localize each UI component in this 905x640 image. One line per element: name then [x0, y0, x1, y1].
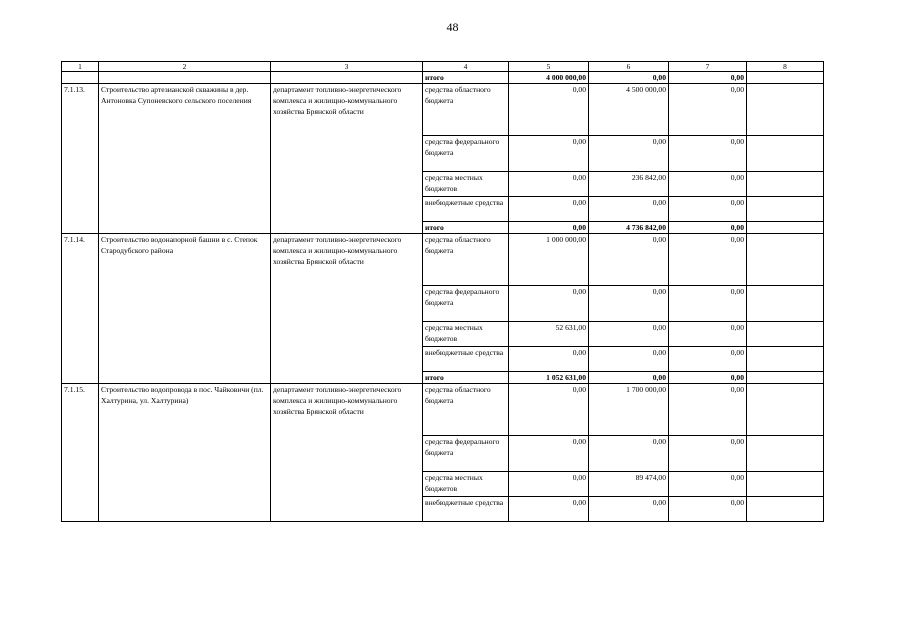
amount-cell: 0,00 — [509, 286, 589, 322]
funding-source: внебюджетные средства — [423, 497, 509, 522]
amount-cell: 0,00 — [509, 472, 589, 497]
amount-cell: 0,00 — [509, 84, 589, 136]
header-cell: 5 — [509, 62, 589, 72]
amount-cell: 4 736 842,00 — [589, 222, 669, 234]
amount-cell — [747, 222, 824, 234]
empty-cell — [271, 72, 423, 84]
amount-cell: 0,00 — [589, 234, 669, 286]
amount-cell: 0,00 — [509, 436, 589, 472]
header-cell: 8 — [747, 62, 824, 72]
amount-cell: 0,00 — [669, 472, 747, 497]
amount-cell: 89 474,00 — [589, 472, 669, 497]
funding-source: внебюджетные средства — [423, 347, 509, 372]
amount-cell: 0,00 — [669, 234, 747, 286]
amount-cell: 4 000 000,00 — [509, 72, 589, 84]
amount-cell: 0,00 — [509, 497, 589, 522]
amount-cell: 52 631,00 — [509, 322, 589, 347]
amount-cell — [747, 286, 824, 322]
amount-cell — [747, 136, 824, 172]
amount-cell: 0,00 — [669, 497, 747, 522]
total-label: итого — [423, 372, 509, 384]
project-code: 7.1.15. — [62, 384, 99, 522]
funding-row — [62, 84, 824, 136]
funding-source: внебюджетные средства — [423, 197, 509, 222]
amount-cell: 0,00 — [669, 72, 747, 84]
amount-cell: 0,00 — [509, 136, 589, 172]
amount-cell: 0,00 — [589, 497, 669, 522]
amount-cell — [747, 84, 824, 136]
amount-cell: 0,00 — [509, 347, 589, 372]
header-row — [62, 62, 824, 72]
funding-source: средства областного бюджета — [423, 84, 509, 136]
amount-cell: 0,00 — [589, 72, 669, 84]
amount-cell — [747, 322, 824, 347]
project-name: Строительство артезианской скважины в дер. Антоновка Супоневского сельского поселения — [99, 84, 271, 234]
funding-source: средства федерального бюджета — [423, 436, 509, 472]
amount-cell — [747, 72, 824, 84]
funding-source: средства местных бюджетов — [423, 172, 509, 197]
funding-source: средства местных бюджетов — [423, 322, 509, 347]
amount-cell: 0,00 — [589, 372, 669, 384]
amount-cell: 0,00 — [589, 197, 669, 222]
amount-cell: 0,00 — [669, 372, 747, 384]
amount-cell — [747, 372, 824, 384]
amount-cell — [747, 384, 824, 436]
total-label: итого — [423, 222, 509, 234]
amount-cell — [747, 197, 824, 222]
project-name: Строительство водопровода в пос. Чайковичи (пл. Халтурина, ул. Халтурина) — [99, 384, 271, 522]
amount-cell: 0,00 — [669, 136, 747, 172]
total-label: итого — [423, 72, 509, 84]
project-name: Строительство водонапорной башни в с. Степок Стародубского района — [99, 234, 271, 384]
amount-cell — [747, 472, 824, 497]
amount-cell: 0,00 — [509, 222, 589, 234]
amount-cell: 0,00 — [589, 286, 669, 322]
header-cell: 1 — [62, 62, 99, 72]
amount-cell: 1 052 631,00 — [509, 372, 589, 384]
amount-cell: 0,00 — [669, 436, 747, 472]
amount-cell: 0,00 — [669, 347, 747, 372]
header-cell: 2 — [99, 62, 271, 72]
funding-source: средства федерального бюджета — [423, 136, 509, 172]
amount-cell: 0,00 — [669, 286, 747, 322]
amount-cell: 4 500 000,00 — [589, 84, 669, 136]
amount-cell — [747, 347, 824, 372]
amount-cell: 0,00 — [669, 197, 747, 222]
amount-cell: 0,00 — [669, 322, 747, 347]
page-number: 48 — [446, 20, 459, 34]
header-cell: 6 — [589, 62, 669, 72]
funding-row — [62, 234, 824, 286]
funding-source: средства федерального бюджета — [423, 286, 509, 322]
amount-cell: 0,00 — [669, 84, 747, 136]
amount-cell: 0,00 — [589, 136, 669, 172]
header-cell: 3 — [271, 62, 423, 72]
budget-table — [61, 61, 824, 522]
total-row — [62, 72, 824, 84]
amount-cell: 236 842,00 — [589, 172, 669, 197]
header-cell: 4 — [423, 62, 509, 72]
amount-cell — [747, 234, 824, 286]
header-cell: 7 — [669, 62, 747, 72]
project-code: 7.1.13. — [62, 84, 99, 234]
amount-cell — [747, 436, 824, 472]
amount-cell: 0,00 — [669, 384, 747, 436]
empty-cell — [62, 72, 99, 84]
amount-cell: 0,00 — [669, 172, 747, 197]
amount-cell: 0,00 — [509, 384, 589, 436]
project-executor: департамент топливно-энергетического комплекса и жилищно-коммунального хозяйства Брянской области — [271, 84, 423, 234]
amount-cell — [747, 172, 824, 197]
amount-cell: 0,00 — [589, 436, 669, 472]
funding-source: средства областного бюджета — [423, 234, 509, 286]
amount-cell: 1 700 000,00 — [589, 384, 669, 436]
amount-cell: 0,00 — [509, 172, 589, 197]
amount-cell: 0,00 — [589, 322, 669, 347]
amount-cell: 0,00 — [509, 197, 589, 222]
funding-source: средства областного бюджета — [423, 384, 509, 436]
project-code: 7.1.14. — [62, 234, 99, 384]
funding-row — [62, 384, 824, 436]
project-executor: департамент топливно-энергетического комплекса и жилищно-коммунального хозяйства Брянской области — [271, 234, 423, 384]
amount-cell — [747, 497, 824, 522]
amount-cell: 1 000 000,00 — [509, 234, 589, 286]
amount-cell: 0,00 — [669, 222, 747, 234]
amount-cell: 0,00 — [589, 347, 669, 372]
project-executor: департамент топливно-энергетического комплекса и жилищно-коммунального хозяйства Брянской области — [271, 384, 423, 522]
funding-source: средства местных бюджетов — [423, 472, 509, 497]
empty-cell — [99, 72, 271, 84]
